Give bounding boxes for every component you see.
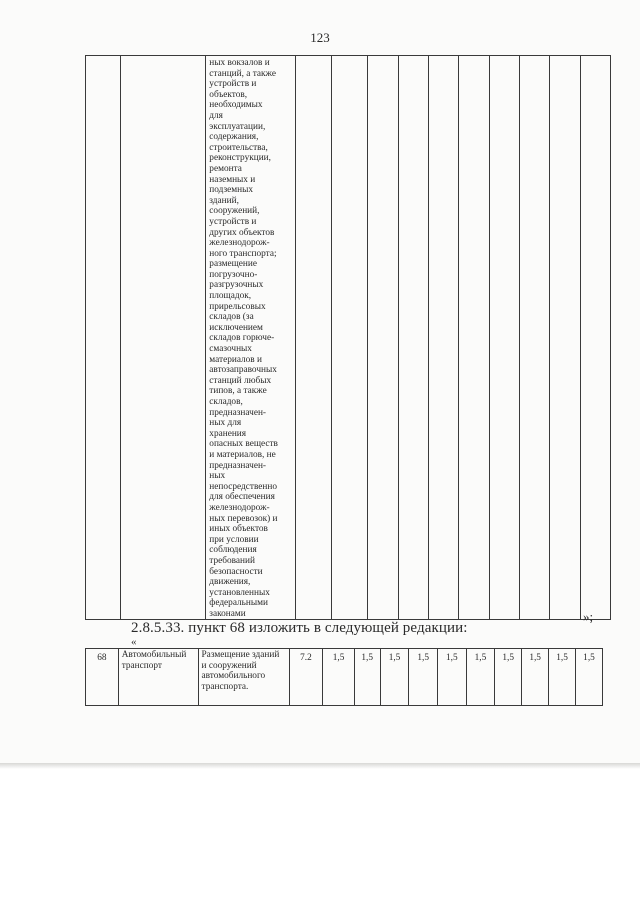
table-cell [368,56,398,620]
value-cell: 1,5 [437,649,466,706]
continued-table [85,55,611,620]
table-row [86,56,611,620]
row-name: Автомобильный транспорт [121,650,187,671]
value-cell: 1,5 [575,649,602,706]
row-68-table [85,648,603,706]
table-cell [550,56,580,620]
table-cell [198,649,289,706]
table-cell [118,649,198,706]
table-cell [332,56,368,620]
table-cell [489,56,519,620]
table-cell [206,56,296,620]
table-cell [519,56,549,620]
opening-quote: « [131,636,137,648]
value-cell: 1,5 [466,649,495,706]
scan-edge-shadow [0,763,640,769]
value-cell: 1,5 [354,649,380,706]
table-cell [86,56,121,620]
table-cell [121,56,206,620]
continued-description: ных вокзалов и станций, а также устройств и объектов, необходимых для эксплуатации, содержания, строительства, реконструкции, ремонта наземных и подземных зданий, сооружений, устройств и других объектов железнодорож- ного транспорта; размещение погрузочно- разгрузочных площадок, прирельсовых складов (за исключением складов горюче- смазочных материалов и автозаправочных станций любых типов, а также складов, предназначен- ных для хранения опасных веществ и материалов, не предназначен- ных непосредственно для обеспечения железнодорож- ных перевозок) и иных объектов при условии соблюдения требований безопасности движения, установленных федеральными законами [209,58,278,619]
value-cell: 1,5 [522,649,549,706]
value-cell: 1,5 [409,649,438,706]
page-number: 123 [310,30,330,45]
table-cell [428,56,458,620]
value-cell: 1,5 [323,649,354,706]
value-cell: 1,5 [549,649,576,706]
row-description: Размещение зданий и сооружений автомобильного транспорта. [201,650,280,692]
table-row [86,649,603,706]
row-number: 68 [86,649,119,706]
table-cell [580,56,610,620]
closing-quote: »; [583,609,594,624]
table-cell [459,56,489,620]
value-cell: 1,5 [380,649,409,706]
amendment-heading: 2.8.5.33. пункт 68 изложить в следующей редакции: [131,620,468,636]
table-cell [295,56,331,620]
value-cell: 1,5 [495,649,522,706]
table-cell [398,56,428,620]
row-code: 7.2 [289,649,323,706]
